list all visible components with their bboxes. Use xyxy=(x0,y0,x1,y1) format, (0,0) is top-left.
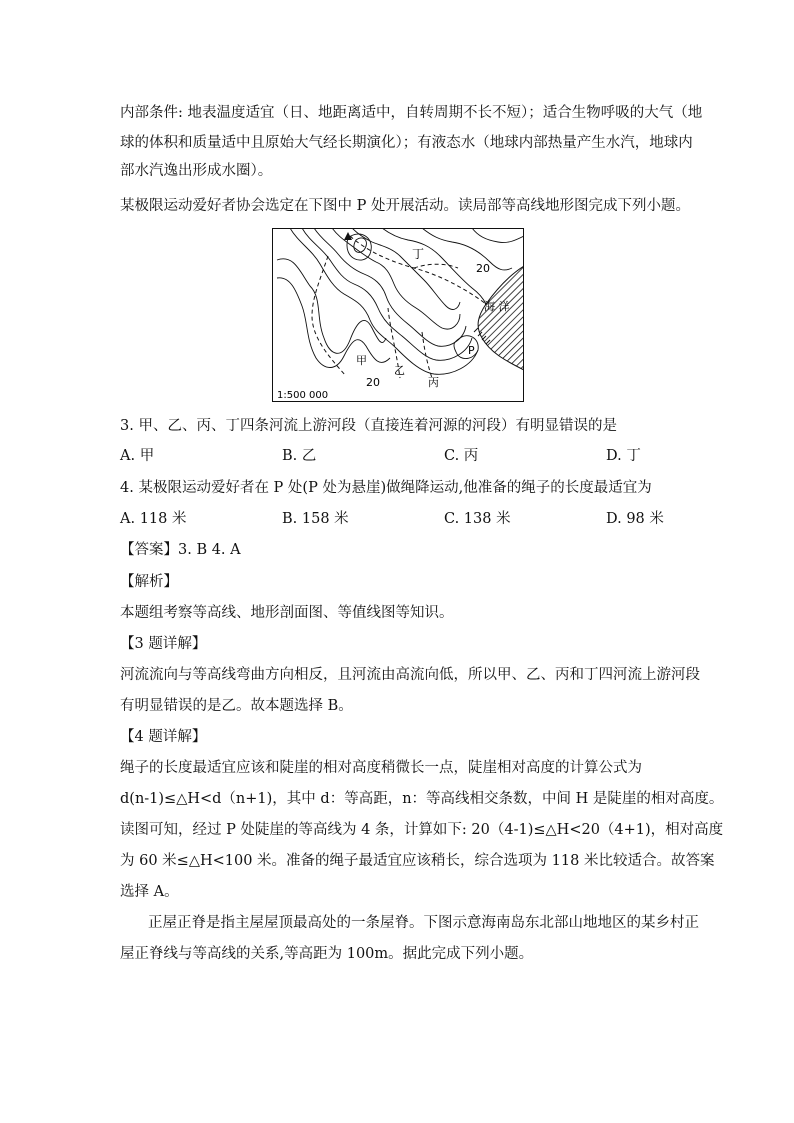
intro-line-2: 球的体积和质量适中且原始大气经长期演化）；有液态水（地球内部热量产生水汽，地球内 xyxy=(120,135,693,151)
q3-option-d: D. 丁 xyxy=(606,448,641,464)
next-passage-line-1: 正屋正脊是指主屋屋顶最高处的一条屋脊。下图示意海南岛东北部山地地区的某乡村正 xyxy=(148,915,699,931)
sea-label: 海 洋 xyxy=(484,300,510,313)
detail-4-line-4: 为 60 米≤△H<100 米。准备的绳子最适宜应该稍长，综合选项为 118 米比较适合。故答案 xyxy=(120,853,715,869)
detail-4-heading: 【4 题详解】 xyxy=(120,729,207,745)
q4-option-b: B. 158 米 xyxy=(282,511,349,527)
answer-line: 【答案】3. B 4. A xyxy=(120,542,241,558)
label-p: P xyxy=(468,344,475,357)
intro-line-3: 部水汽逸出形成水圈）。 xyxy=(120,163,273,179)
intro-line-4: 某极限运动爱好者协会选定在下图中 P 处开展活动。读局部等高线地形图完成下列小题。 xyxy=(120,198,690,214)
q4-option-a: A. 118 米 xyxy=(120,511,187,527)
q4-option-c: C. 138 米 xyxy=(444,511,511,527)
q3-option-c: C. 丙 xyxy=(444,448,479,464)
detail-3-line-1: 河流流向与等高线弯曲方向相反，且河流由高流向低，所以甲、乙、丙和丁四河流上游河段 xyxy=(120,667,700,683)
contour-label-20-top: 20 xyxy=(476,262,490,275)
intro-line-1: 内部条件: 地表温度适宜（日、地距离适中，自转周期不长不短）；适合生物呼吸的大气（地 xyxy=(120,105,703,121)
detail-4-line-5: 选择 A。 xyxy=(120,884,179,900)
label-ding: 丁 xyxy=(412,247,425,261)
label-jia: 甲 xyxy=(356,354,367,367)
contour-map-figure xyxy=(272,228,524,402)
question-4-stem: 4. 某极限运动爱好者在 P 处(P 处为悬崖)做绳降运动,他准备的绳子的长度最适宜为 xyxy=(120,480,652,496)
detail-4-line-1: 绳子的长度最适宜应该和陡崖的相对高度稍微长一点，陡崖相对高度的计算公式为 xyxy=(120,760,642,776)
detail-4-line-2: d(n-1)≤△H<d（n+1)，其中 d：等高距，n：等高线相交条数，中间 H 是陡崖的相对高度。 xyxy=(120,791,724,807)
detail-3-heading: 【3 题详解】 xyxy=(120,636,207,652)
contour-map-svg xyxy=(272,228,524,402)
label-bing: 丙 xyxy=(428,376,439,389)
label-yi: 乙 xyxy=(394,364,405,377)
q3-option-b: B. 乙 xyxy=(282,448,317,464)
q3-option-a: A. 甲 xyxy=(120,448,155,464)
analysis-heading: 【解析】 xyxy=(120,574,178,590)
map-scale: 1:500 000 xyxy=(277,390,329,401)
analysis-body: 本题组考察等高线、地形剖面图、等值线图等知识。 xyxy=(120,605,454,621)
detail-4-line-3: 读图可知，经过 P 处陡崖的等高线为 4 条，计算如下: 20（4-1)≤△H<20（4+1)，相对高度 xyxy=(120,822,724,838)
next-passage-line-2: 屋正脊线与等高线的关系,等高距为 100m。据此完成下列小题。 xyxy=(120,946,534,962)
contour-label-20-bottom: 20 xyxy=(366,376,380,389)
detail-3-line-2: 有明显错误的是乙。故本题选择 B。 xyxy=(120,698,353,714)
question-3-stem: 3. 甲、乙、丙、丁四条河流上游河段（直接连着河源的河段）有明显错误的是 xyxy=(120,418,617,434)
q4-option-d: D. 98 米 xyxy=(606,511,664,527)
